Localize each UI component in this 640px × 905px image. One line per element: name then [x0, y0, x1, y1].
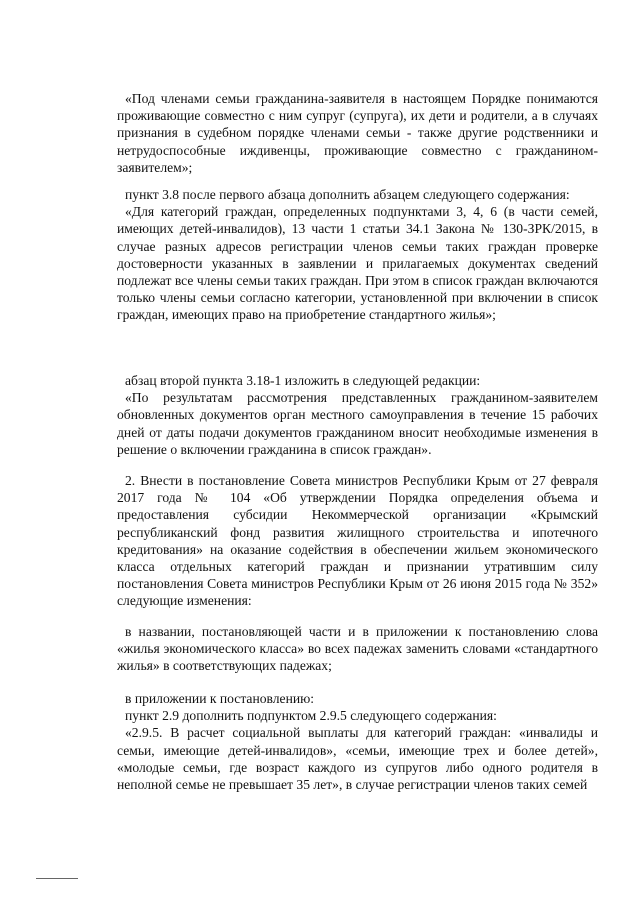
- paragraph-section-2: [117, 472, 598, 610]
- paragraph-text: в названии, постановляющей части и в приложении к постановлению слова «жилья экономического класса» во всех падежах заменить словами «стандартного жилья» в соответствующих падежах;: [117, 624, 598, 674]
- paragraph-text: «2.9.5. В расчет социальной выплаты для категорий граждан: «инвалиды и семьи, имеющие детей-инвалидов», «семьи, имеющие трех и более детей», «молодые семьи, где возраст каждого из супругов либо одного родителя в неполной семье не превышает 35 лет», в случае регистрации членов таких семей: [117, 725, 598, 793]
- paragraph-text: «По результатам рассмотрения представленных гражданином-заявителем обновленных документов орган местного самоуправления в течение 15 рабочих дней от даты подачи документов гражданином вносит необходимые изменения в решение о включении гражданина в список граждан».: [117, 390, 598, 457]
- paragraph-text: «Под членами семьи гражданина-заявителя в настоящем Порядке понимаются проживающие совместно с ним супруг (супруга), их дети и родители, а в случаях признания в судебном порядке членами семьи - также другие родственники и нетрудоспособные иждивенцы, проживающие совместно с гражданином-заявителем»;: [117, 91, 598, 175]
- paragraph-clause-3-18-1: [117, 372, 598, 458]
- paragraph-clause-3-8: [117, 186, 598, 324]
- paragraph-text: 2. Внести в постановление Совета министров Республики Крым от 27 февраля 2017 года № 104 «Об утверждении Порядка определения объема и предоставления субсидии Некоммерческой организации «Крымский республиканский фонд развития жилищного строительства и ипотечного кредитования» на оказание содействия в обеспечении жильем экономического класса отдельных категорий граждан и признании утратившим силу постановления Совета министров Республики Крым от 26 июня 2015 года № 352» следующие изменения:: [117, 473, 598, 609]
- footer-rule: [36, 878, 78, 879]
- paragraph-family-members-definition: [117, 90, 598, 176]
- paragraph-text: в приложении к постановлению:: [125, 691, 315, 706]
- paragraph-text: пункт 3.8 после первого абзаца дополнить абзацем следующего содержания:: [125, 187, 570, 202]
- paragraph-text: «Для категорий граждан, определенных подпунктами 3, 4, 6 (в части семей, имеющих детей-инвалидов), 13 части 1 статьи 34.1 Закона № 130-ЗРК/2015, в случае разных адресов регистрации членов семьи таких граждан проверке достоверности указанных в заявлении и прилагаемых документах сведений подлежат все члены семьи таких граждан. При этом в список граждан включаются только члены семьи согласно категории, установленной при включении в список граждан, имеющих право на приобретение стандартного жилья»;: [117, 204, 598, 323]
- paragraph-title-replacement: [117, 623, 598, 675]
- paragraph-text: абзац второй пункта 3.18-1 изложить в следующей редакции:: [125, 373, 481, 388]
- paragraph-text: пункт 2.9 дополнить подпунктом 2.9.5 следующего содержания:: [125, 708, 497, 724]
- paragraph-appendix-changes: [117, 690, 598, 793]
